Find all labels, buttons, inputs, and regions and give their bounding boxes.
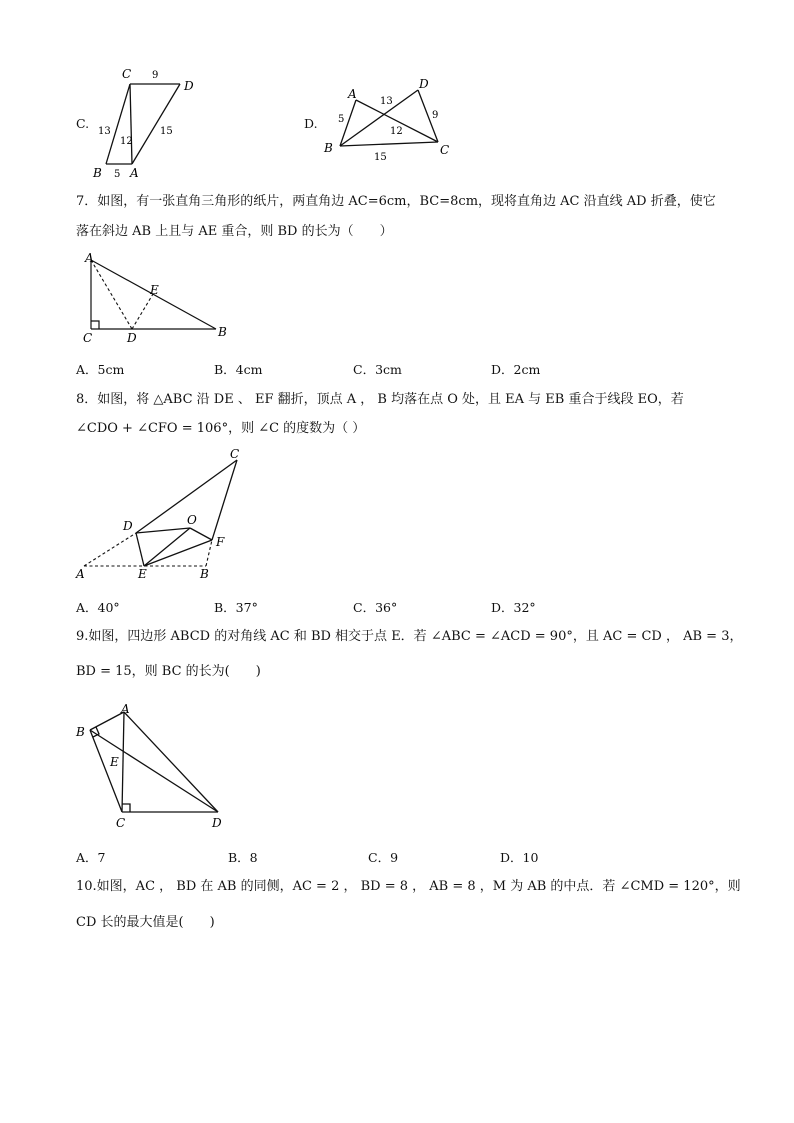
q6c-point-c: C [122, 67, 132, 81]
q8-point-o: O [187, 513, 197, 527]
q6d-point-d: D [419, 77, 429, 91]
q9-point-e: E [110, 755, 119, 769]
q6c-point-b: B [93, 166, 102, 180]
q6-option-c-label: C. [76, 116, 90, 131]
q8-point-f: F [216, 535, 225, 549]
q6-option-c-figure [86, 62, 206, 182]
q6d-point-b: B [324, 141, 333, 155]
q9-point-c: C [116, 816, 126, 830]
q9-point-b: B [76, 725, 85, 739]
q9-point-d: D [212, 816, 222, 830]
q8-option-d[interactable]: D．32° [491, 600, 536, 615]
q9-point-a: A [121, 702, 130, 716]
q6c-point-a: A [130, 166, 139, 180]
q6c-len-cd: 9 [152, 70, 159, 81]
q6d-len-13: 13 [380, 96, 393, 107]
q10-text-line-2: CD 长的最大值是( ) [76, 915, 215, 930]
q6d-point-c: C [440, 143, 450, 157]
q8-text-line-2: ∠CDO + ∠CFO = 106°，则 ∠C 的度数为（ ） [76, 421, 366, 436]
q7-text-line-2: 落在斜边 AB 上且与 AE 重合，则 BD 的长为（ ） [76, 224, 393, 239]
q8-text-line-1: 8．如图，将 △ABC 沿 DE 、 EF 翻折，顶点 A ， B 均落在点 O 处，且 EA 与 EB 重合于线段 EO，若 [76, 392, 684, 407]
q9-option-b[interactable]: B．8 [228, 850, 258, 865]
q8-option-a[interactable]: A．40° [76, 600, 120, 615]
q7-point-e: E [150, 283, 159, 297]
q6c-len-ba: 5 [114, 169, 121, 180]
q7-point-b: B [218, 325, 227, 339]
q8-option-b[interactable]: B．37° [214, 600, 258, 615]
q9-option-c[interactable]: C．9 [368, 850, 399, 865]
q9-figure [72, 700, 232, 834]
q9-text-line-2: BD = 15，则 BC 的长为( ) [76, 664, 261, 679]
q6c-point-d: D [184, 79, 194, 93]
q7-point-d: D [127, 331, 137, 345]
q6c-len-ca: 12 [120, 136, 133, 147]
q8-option-c[interactable]: C．36° [353, 600, 398, 615]
q7-option-b[interactable]: B．4cm [214, 362, 263, 377]
q6d-len-5: 5 [338, 114, 345, 125]
q7-point-c: C [83, 331, 93, 345]
q8-point-e: E [138, 567, 147, 581]
q8-point-d: D [123, 519, 133, 533]
q7-text-line-1: 7．如图，有一张直角三角形的纸片，两直角边 AC=6cm，BC=8cm，现将直角边 AC 沿直线 AD 折叠，使它 [76, 194, 716, 209]
q10-text-line-1: 10.如图，AC ， BD 在 AB 的同侧，AC = 2 ， BD = 8 ， AB = 8 ，M 为 AB 的中点．若 ∠CMD = 120°，则 [76, 879, 741, 894]
q8-figure [72, 448, 262, 588]
q7-figure [76, 250, 246, 346]
q8-point-a: A [76, 567, 85, 581]
q6d-len-15: 15 [374, 152, 387, 163]
q9-option-d[interactable]: D．10 [500, 850, 539, 865]
q6d-len-9: 9 [432, 110, 439, 121]
q8-point-c: C [230, 447, 240, 461]
q6c-len-da: 15 [160, 126, 173, 137]
q7-option-c[interactable]: C．3cm [353, 362, 402, 377]
q8-point-b: B [200, 567, 209, 581]
q6d-len-12: 12 [390, 126, 403, 137]
q7-option-a[interactable]: A．5cm [76, 362, 125, 377]
q9-text-line-1: 9.如图，四边形 ABCD 的对角线 AC 和 BD 相交于点 E．若 ∠ABC = ∠ACD = 90°，且 AC = CD ， AB = 3， [76, 629, 743, 644]
q7-option-d[interactable]: D．2cm [491, 362, 541, 377]
q6c-len-cb: 13 [98, 126, 111, 137]
q7-point-a: A [85, 251, 94, 265]
q9-option-a[interactable]: A．7 [76, 850, 106, 865]
q6d-point-a: A [348, 87, 357, 101]
q6-option-d-label: D. [304, 116, 318, 131]
q6-option-d-figure [320, 74, 460, 166]
